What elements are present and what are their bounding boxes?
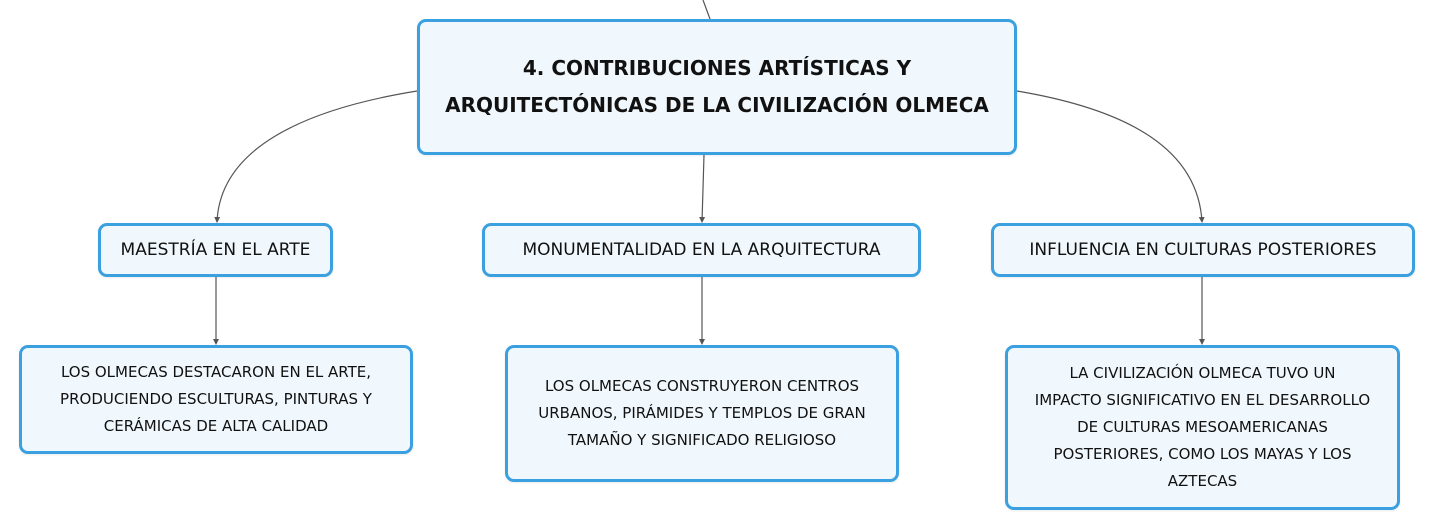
subtopic-arte-detail[interactable]: [19, 345, 413, 454]
subtopic-line: TAMAÑO Y SIGNIFICADO RELIGIOSO: [567, 431, 837, 449]
central-topic[interactable]: [417, 19, 1017, 155]
connector-central-to-branch-3: [1017, 91, 1202, 222]
subtopic-text: [60, 359, 372, 440]
subtopic-line: LA CIVILIZACIÓN OLMECA TUVO UN: [1069, 364, 1336, 382]
subtopic-influencia-detail[interactable]: [1005, 345, 1400, 510]
subtopic-text: [1035, 360, 1370, 495]
connector-parent-to-central: [703, 0, 710, 19]
subtopic-line: URBANOS, PIRÁMIDES Y TEMPLOS DE GRAN: [538, 404, 866, 422]
central-topic-line-1: 4. CONTRIBUCIONES ARTÍSTICAS Y: [522, 56, 912, 80]
branch-topic-label: INFLUENCIA EN CULTURAS POSTERIORES: [1029, 240, 1377, 260]
subtopic-line: PRODUCIENDO ESCULTURAS, PINTURAS Y: [60, 390, 372, 408]
subtopic-text: [538, 373, 865, 454]
connector-central-to-branch-2: [702, 155, 704, 222]
subtopic-line: POSTERIORES, COMO LOS MAYAS Y LOS: [1053, 445, 1352, 463]
branch-topic-arte[interactable]: [98, 223, 333, 277]
central-topic-text: [445, 50, 989, 124]
subtopic-line: LOS OLMECAS CONSTRUYERON CENTROS: [544, 377, 860, 395]
connector-central-to-branch-1: [217, 91, 417, 222]
subtopic-line: AZTECAS: [1167, 472, 1238, 490]
subtopic-line: CERÁMICAS DE ALTA CALIDAD: [103, 417, 329, 435]
branch-topic-influencia[interactable]: [991, 223, 1415, 277]
branch-topic-arquitectura[interactable]: [482, 223, 921, 277]
branch-topic-label: MONUMENTALIDAD EN LA ARQUITECTURA: [522, 240, 881, 260]
subtopic-arquitectura-detail[interactable]: [505, 345, 899, 482]
branch-topic-label: MAESTRÍA EN EL ARTE: [120, 240, 311, 260]
central-topic-line-2: ARQUITECTÓNICAS DE LA CIVILIZACIÓN OLMECA: [445, 93, 989, 117]
subtopic-line: IMPACTO SIGNIFICATIVO EN EL DESARROLLO: [1034, 391, 1371, 409]
subtopic-line: DE CULTURAS MESOAMERICANAS: [1077, 418, 1328, 436]
subtopic-line: LOS OLMECAS DESTACARON EN EL ARTE,: [60, 363, 372, 381]
